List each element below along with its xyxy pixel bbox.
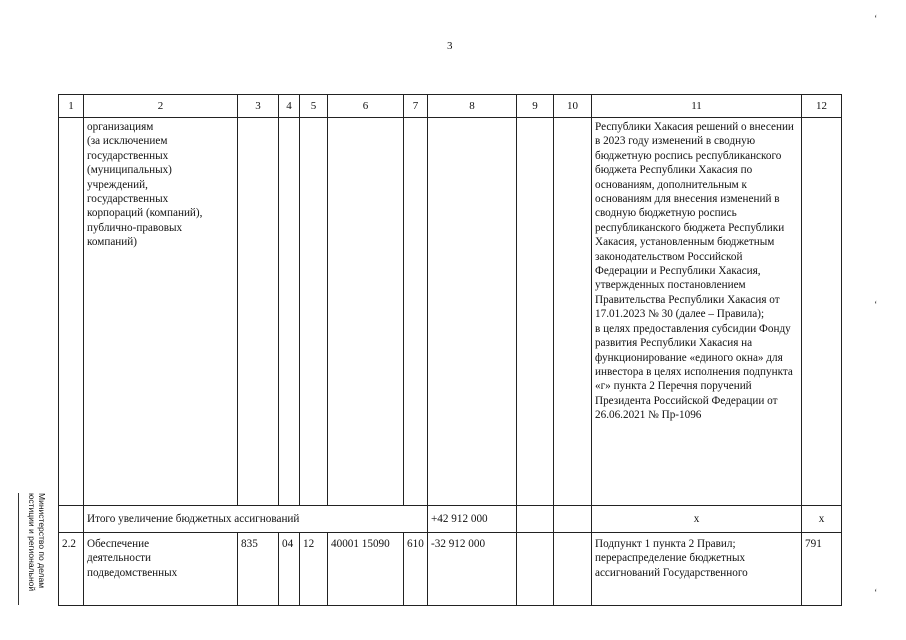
row-code-target: 40001 15090 bbox=[328, 533, 404, 606]
header-cell: 11 bbox=[592, 95, 802, 118]
header-cell: 3 bbox=[238, 95, 279, 118]
cell-justification-continuation: Республики Хакасия решений о внесении в 2023 году изменений в сводную бюджетную роспись республиканского бюджета Республики Хакасия по основаниям, дополнительным к основаниям для внесения изменений в сводную бюджетную роспись республиканского бюджета Республики Хакасия, установленным бюджетным законодательством Российской Федерации и Республики Хакасия, утвержденных постановлением Правительства Республики Хакасия от 17.01.2023 № 30 (далее – Правила); в целях предоставления субсидии Фонду развития Республики Хакасия на функционирование «единого окна» для инвестора в целях исполнения подпункта «г» пункта 2 Перечня поручений Президента Российской Федерации от 26.06.2021 № Пр-1096 bbox=[592, 118, 802, 506]
cell-empty bbox=[428, 118, 517, 506]
cell-empty bbox=[802, 118, 842, 506]
table-row bbox=[59, 118, 842, 506]
cell-empty bbox=[328, 118, 404, 506]
stamp-text bbox=[27, 493, 47, 605]
row-number: 2.2 bbox=[59, 533, 84, 606]
header-cell: 1 bbox=[59, 95, 84, 118]
cell-empty bbox=[59, 506, 84, 533]
cell-empty bbox=[554, 506, 592, 533]
header-cell: 2 bbox=[84, 95, 238, 118]
cell-empty bbox=[554, 533, 592, 606]
cell-empty bbox=[554, 118, 592, 506]
row-code-expense-type: 610 bbox=[404, 533, 428, 606]
budget-table bbox=[58, 94, 842, 606]
total-label: Итого увеличение бюджетных ассигнований bbox=[84, 506, 428, 533]
row-code-subsection: 12 bbox=[300, 533, 328, 606]
header-cell: 9 bbox=[517, 95, 554, 118]
row-code-section: 04 bbox=[279, 533, 300, 606]
scan-mark: ‘ bbox=[874, 14, 878, 25]
scan-mark: ‘ bbox=[874, 588, 878, 599]
header-cell: 10 bbox=[554, 95, 592, 118]
ministry-stamp bbox=[18, 493, 47, 605]
cell-empty bbox=[517, 506, 554, 533]
cell-empty bbox=[238, 118, 279, 506]
header-cell: 7 bbox=[404, 95, 428, 118]
cell-empty bbox=[517, 118, 554, 506]
header-cell: 6 bbox=[328, 95, 404, 118]
row-code-ministry: 835 bbox=[238, 533, 279, 606]
row-amount: -32 912 000 bbox=[428, 533, 517, 606]
total-col12: х bbox=[802, 506, 842, 533]
table-row bbox=[59, 533, 842, 606]
cell-num bbox=[59, 118, 84, 506]
header-cell: 12 bbox=[802, 95, 842, 118]
header-cell: 4 bbox=[279, 95, 300, 118]
cell-empty bbox=[300, 118, 328, 506]
header-cell: 5 bbox=[300, 95, 328, 118]
cell-empty bbox=[404, 118, 428, 506]
row-justification bbox=[592, 533, 802, 606]
total-amount: +42 912 000 bbox=[428, 506, 517, 533]
stamp-line: юстиции и региональной bbox=[27, 493, 37, 592]
scan-mark: ‘ bbox=[874, 300, 878, 311]
stamp-line: Министерство по делам bbox=[37, 493, 47, 589]
row-name bbox=[84, 533, 238, 606]
row-justification-text: Подпункт 1 пункта 2 Правил; перераспределение бюджетных ассигнований Государственного bbox=[595, 538, 748, 579]
cell-recipient-continuation: организациям (за исключением государственных (муниципальных) учреждений, государственных корпораций (компаний), публично-правовых компаний) bbox=[84, 118, 238, 506]
total-col11: х bbox=[592, 506, 802, 533]
cell-empty bbox=[279, 118, 300, 506]
row-code-col12: 791 bbox=[802, 533, 842, 606]
header-cell: 8 bbox=[428, 95, 517, 118]
total-row bbox=[59, 506, 842, 533]
cell-empty bbox=[517, 533, 554, 606]
header-row bbox=[59, 95, 842, 118]
row-name-text: Обеспечение деятельности подведомственных bbox=[87, 538, 178, 579]
page-number: 3 bbox=[447, 40, 453, 52]
